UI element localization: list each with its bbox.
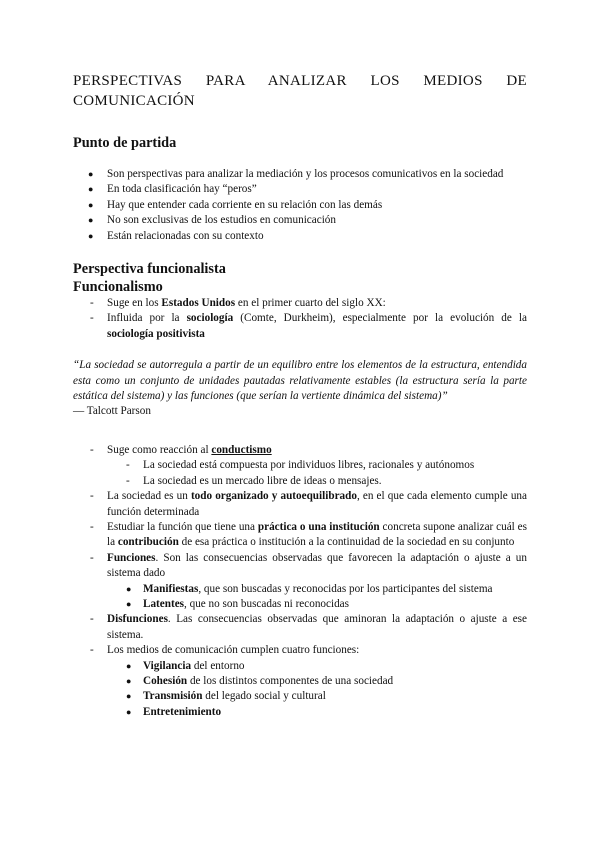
funcionalismo-details-list [73, 443, 527, 458]
list-item: - Estudiar la función que tiene una práctica o una institución concreta supone analizar cuál es la contribución de esa práctica o institución a la continuidad de la sociedad en su conjunto [73, 520, 527, 551]
title-line-1: PERSPECTIVAS PARA ANALIZAR LOS MEDIOS DE [73, 73, 527, 89]
list-item: - Suge en los Estados Unidos en el primer cuarto del siglo XX: [73, 296, 527, 311]
list-item: ● En toda clasificación hay “peros” [73, 182, 527, 197]
subheading-funcionalismo: Funcionalismo [73, 279, 163, 296]
sub-list-item: ● Transmisión del legado social y cultural [73, 689, 527, 704]
document-page [73, 72, 527, 720]
document-title [73, 72, 527, 111]
funcionalismo-list [73, 296, 527, 342]
list-item: - Disfunciones. Las consecuencias observadas que aminoran la adaptación o ajuste a ese sistema. [73, 612, 527, 643]
sub-list-item: - La sociedad es un mercado libre de ideas o mensajes. [73, 474, 527, 489]
list-item: - Funciones. Son las consecuencias observadas que favorecen la adaptación o ajuste a un sistema dado [73, 551, 527, 582]
funcionalismo-details-list-end [73, 612, 527, 658]
list-item: ● Son perspectivas para analizar la mediación y los procesos comunicativos en la sociedad [73, 167, 527, 182]
parsons-quote: “La sociedad se autorregula a partir de un equilibro entre los elementos de la estructura, entendida esta como un conjunto de unidades pautadas relativamente estables (la estructura sería la parte estática del sistema) y las funciones (que serían la vertiente dinámica del sistema)” [73, 359, 527, 403]
list-item: ● No son exclusivas de los estudios en comunicación [73, 213, 527, 228]
list-item: ● Hay que entender cada corriente en su relación con las demás [73, 198, 527, 213]
medios-funciones-sublist [73, 659, 527, 721]
sub-list-item: ● Manifiestas, que son buscadas y reconocidas por los participantes del sistema [73, 582, 527, 597]
section-heading-punto-de-partida: Punto de partida [73, 135, 177, 151]
sub-list-item: ● Vigilancia del entorno [73, 659, 527, 674]
title-line-2: COMUNICACIÓN [73, 92, 195, 109]
list-item: - Suge como reacción al conductismo [73, 443, 527, 458]
list-item: - Influida por la sociología (Comte, Durkheim), especialmente por la evolución de la sociología positivista [73, 311, 527, 342]
list-item: - La sociedad es un todo organizado y autoequilibrado, en el que cada elemento cumple una función determinada [73, 489, 527, 520]
conductismo-sublist [73, 458, 527, 489]
section-heading-perspectiva-funcionalista: Perspectiva funcionalista [73, 261, 226, 278]
sub-list-item: ● Cohesión de los distintos componentes de una sociedad [73, 674, 527, 689]
list-item: - Los medios de comunicación cumplen cuatro funciones: [73, 643, 527, 658]
starting-point-list [73, 167, 527, 244]
funcionalismo-details-list-cont [73, 489, 527, 581]
sub-list-item: - La sociedad está compuesta por individuos libres, racionales y autónomos [73, 458, 527, 473]
sub-list-item: ● Latentes, que no son buscadas ni reconocidas [73, 597, 527, 612]
quote-author: — Talcott Parson [73, 405, 151, 418]
funciones-sublist [73, 582, 527, 613]
sub-list-item: ● Entretenimiento [73, 705, 527, 720]
list-item: ● Están relacionadas con su contexto [73, 229, 527, 244]
